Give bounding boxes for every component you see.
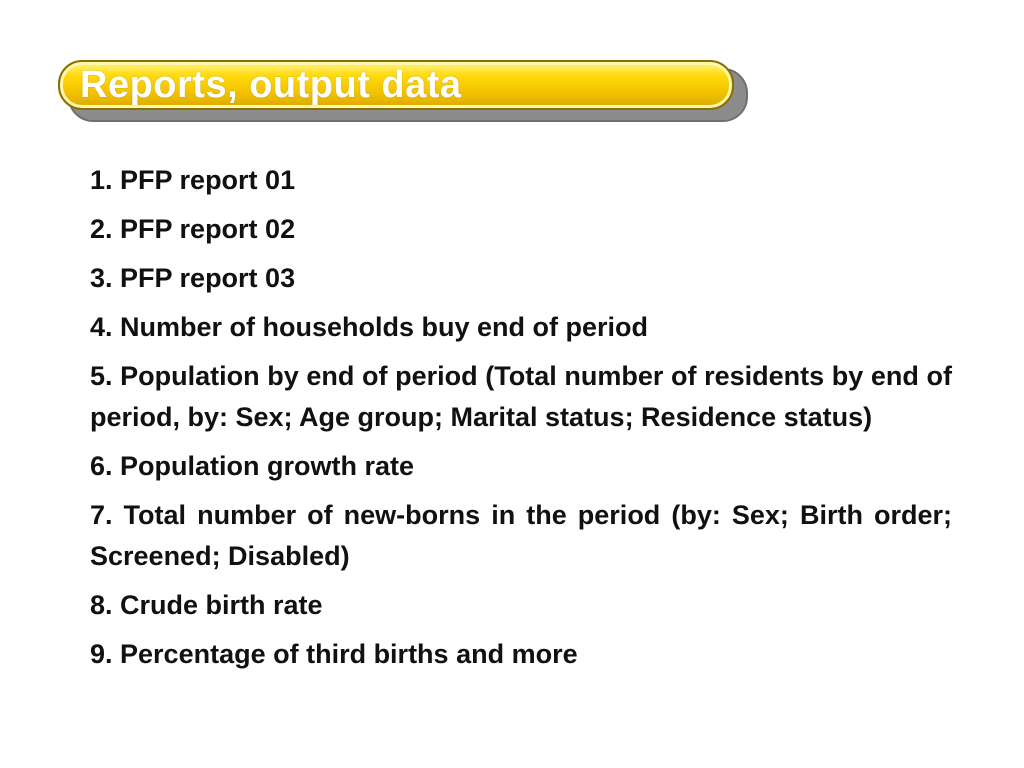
slide-title: Reports, output data	[80, 64, 462, 106]
list-item: 9. Percentage of third births and more	[90, 639, 578, 669]
report-list	[90, 160, 952, 683]
list-item: 6. Population growth rate	[90, 451, 415, 481]
list-item: 4. Number of households buy end of period	[90, 312, 649, 342]
list-item: 2. PFP report 02	[90, 214, 296, 244]
list-item: 1. PFP report 01	[90, 165, 296, 195]
list-item: 7. Total number of new-borns in the period (by: Sex; Birth order; Screened; Disabled)	[90, 500, 952, 571]
list-item: 3. PFP report 03	[90, 263, 296, 293]
list-item: 5. Population by end of period (Total number of residents by end of period, by: Sex; Age group; Marital status; Residence status)	[90, 361, 952, 432]
list-item: 8. Crude birth rate	[90, 590, 323, 620]
title-banner	[58, 60, 736, 112]
